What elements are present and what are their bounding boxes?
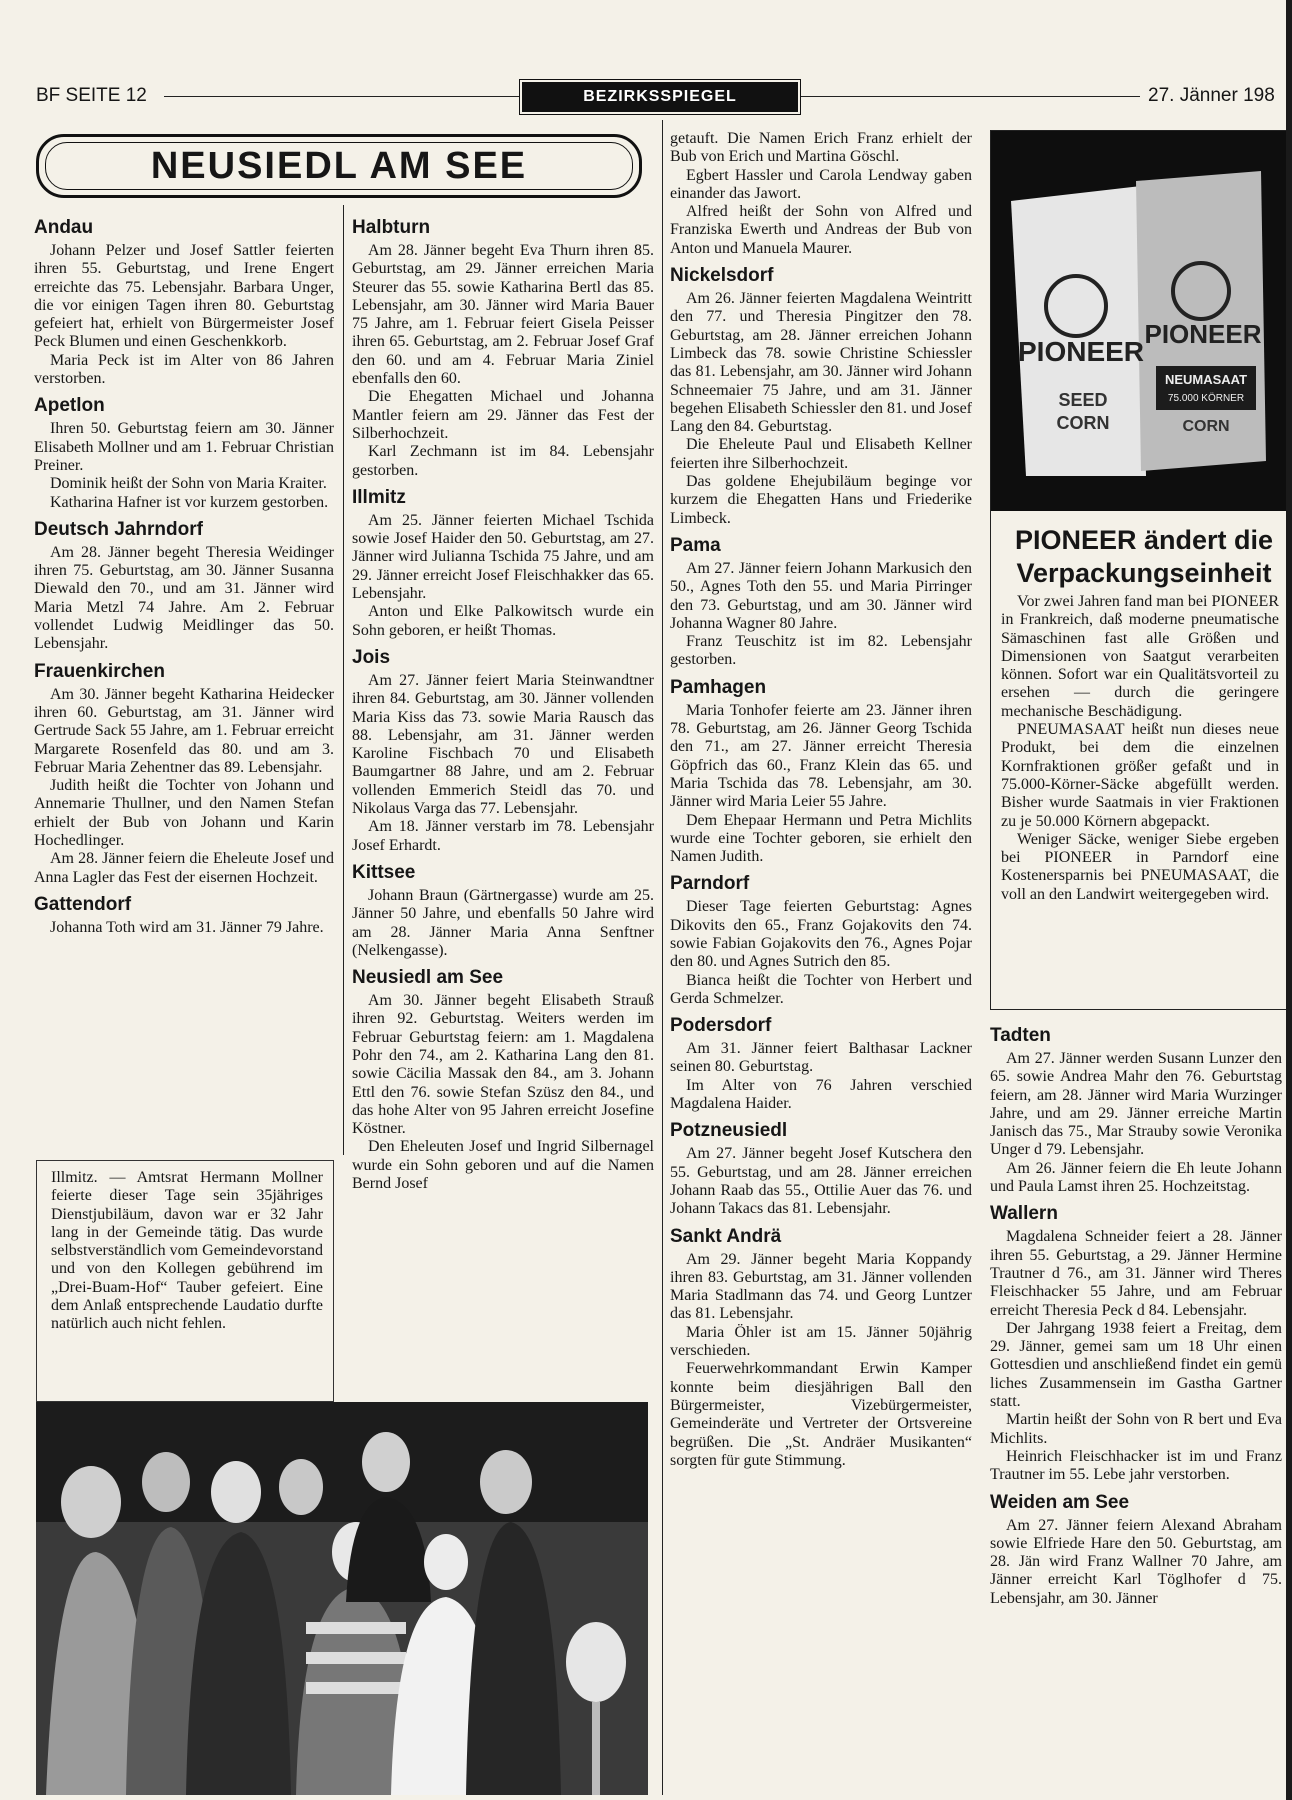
page-label: BF SEITE 12 — [36, 84, 153, 108]
illmitz-notice-box — [36, 1160, 334, 1402]
column-3 — [670, 130, 972, 1470]
bag1-brand: PIONEER — [1017, 336, 1145, 367]
article-paragraph: Am 31. Jänner feiert Balthasar Lackner seinen 80. Geburtstag. — [670, 1040, 972, 1076]
article-paragraph: Die Eheleute Paul und Elisabeth Kellner feierten ihre Silberhochzeit. — [670, 436, 972, 472]
header-rule-right — [796, 96, 1152, 97]
section-heading-pama: Pama — [670, 534, 721, 556]
article-paragraph: Martin heißt der Sohn von R bert und Eva Michlits. — [990, 1411, 1282, 1447]
article-paragraph: Dem Ehepaar Hermann und Petra Michlits wurde eine Tochter geboren, sie erhielt den Namen Judith. — [670, 811, 972, 866]
page-edge-shadow — [1286, 0, 1292, 1800]
notice-text: Illmitz. — Amtsrat Hermann Mollner feierte dieser Tage sein 35jähriges Dienstjubiläum, davon war er 32 Jahr lang in der Gemeinde tätig. Das wurde selbstverständlich vom Gemeindevorstand und von den Kollegen gebührend im „Drei-Buam-Hof“ Tauber gefeiert. Eine dem Anlaß entsprechende Laudatio durfte natürlich auch nicht fehlen. — [51, 1169, 323, 1333]
article-paragraph: Am 28. Jänner begeht Theresia Weidinger ihren 75. Geburtstag, am 30. Jänner Susanna Diewald den 70., und am 31. Jänner wird Maria Metzl 74 Jahre. Am 2. Februar vollendet Ludwig Meidlinger das 50. Lebensjahr. — [34, 543, 334, 653]
article-paragraph: Bianca heißt die Tochter von Herbert und Gerda Schmelzer. — [670, 971, 972, 1007]
seed-bags-illustration — [991, 131, 1287, 511]
article-paragraph: Dominik heißt der Sohn von Maria Kraiter. — [50, 475, 327, 493]
column-rule — [343, 205, 344, 1155]
column-2 — [352, 210, 654, 1193]
article-paragraph: Ihren 50. Geburtstag feiern am 30. Jänner Elisabeth Mollner und am 1. Februar Christian Preiner. — [34, 420, 334, 474]
article-paragraph: Judith heißt die Tochter von Johann und Annemarie Thullner, und den Namen Stefan erhielt der Bub von Johann und Karin Hochedlinger. — [34, 777, 334, 850]
article-paragraph: Am 28. Jänner begeht Eva Thurn ihren 85. Geburtstag, am 29. Jänner erreichen Maria Steurer das 55. sowie Katharina Bertl das 85. Lebensjahr, am 30. Jänner wird Maria Bauer 75 Jahre, am 1. Februar feiert Gisela Peisser ihren 65. Geburtstag, am 2. Februar Josef Graf den 60. und am 4. Februar Maria Ziniel ebenfalls den 60. — [352, 242, 654, 388]
ad-paragraph: Vor zwei Jahren fand man bei PIONEER in Frankreich, daß moderne pneumatische Sämaschinen fast alle Größen und Dimensionen von Saatgut verarbeiten können. Sofort war ein Qualitätsvorteil zu ersehen — durch die geringere mechanische Beschädigung. — [1001, 593, 1279, 720]
section-heading-pamhagen: Pamhagen — [670, 676, 767, 698]
bag1-line1: SEED — [1058, 390, 1108, 410]
article-paragraph: Karl Zechmann ist im 84. Lebensjahr gestorben. — [352, 443, 654, 479]
article-paragraph: Den Eheleuten Josef und Ingrid Silbernagel wurde ein Sohn geboren und auf die Namen Bernd Josef — [352, 1138, 654, 1193]
group-photo-figures — [36, 1402, 648, 1795]
group-photo — [36, 1402, 648, 1795]
region-title: NEUSIEDL AM SEE — [45, 142, 633, 190]
section-heading-nickelsdorf: Nickelsdorf — [670, 265, 774, 287]
section-heading-parndorf: Parndorf — [670, 873, 750, 895]
article-paragraph: Die Ehegatten Michael und Johanna Mantler feiern am 29. Jänner das Fest der Silberhochzeit. — [352, 388, 654, 442]
article-paragraph: Am 27. Jänner begeht Josef Kutschera den 55. Geburtstag, und am 28. Jänner erreichen Johann Raab das 55., Ottilie Auer das 76. und Johann Takacs das 81. Lebensjahr. — [670, 1145, 972, 1218]
article-paragraph: Am 29. Jänner begeht Maria Koppandy ihren 83. Geburtstag, am 31. Jänner vollenden Maria Stadlmann das 74. und Georg Luntzer das 81. Lebensjahr. — [670, 1250, 972, 1323]
column-4 — [990, 1018, 1282, 1608]
article-paragraph: Am 28. Jänner feiern die Eheleute Josef und Anna Lagler das Fest der eisernen Hochzeit. — [34, 850, 334, 886]
seed-bags-photo — [991, 131, 1287, 511]
article-paragraph: Am 30. Jänner begeht Elisabeth Strauß ihren 92. Geburtstag. Weiters werden im Februar Geburtstag feiern: am 1. Magdalena Pohr den 74., am 2. Katharina Lang den 81. sowie Cäcilia Massak den 84., am 3. Johann Ettl den 76. sowie Stefan Szüsz den 84., und das hohe Alter von 95 Jahren erreicht Josefine Köstner. — [352, 992, 654, 1138]
bag1-line2: CORN — [1056, 413, 1110, 433]
article-paragraph: Im Alter von 76 Jahren verschied Magdalena Haider. — [670, 1076, 972, 1113]
article-paragraph: Der Jahrgang 1938 feiert a Freitag, dem 29. Jänner, gemei sam um 18 Uhr einen Gottesdien und anschließend findet ein gemü liches Zusammensein im Gastha Gartner statt. — [990, 1319, 1282, 1411]
article-paragraph: Egbert Hassler und Carola Lendway gaben einander das Jawort. — [670, 166, 972, 202]
column-1 — [34, 210, 334, 937]
page-header — [36, 84, 1286, 110]
section-heading-frauenkirchen: Frauenkirchen — [34, 660, 165, 682]
article-paragraph: Heinrich Fleischhacker ist im und Franz Trautner im 55. Lebe jahr verstorben. — [990, 1447, 1282, 1484]
section-heading-illmitz: Illmitz — [352, 486, 406, 508]
article-paragraph: Anton und Elke Palkowitsch wurde ein Sohn geboren, er heißt Thomas. — [352, 603, 654, 639]
section-heading-kittsee: Kittsee — [352, 861, 416, 883]
section-heading-wallern: Wallern — [990, 1203, 1058, 1225]
section-heading-tadten: Tadten — [990, 1025, 1051, 1046]
section-heading-andau: Andau — [34, 217, 94, 238]
article-paragraph: Am 27. Jänner feiern Alexand Abraham sowie Elfriede Hare den 50. Geburtstag, am 28. Jän wird Franz Wallner 70 Jahre, am Jänner erreicht Karl Töglhofer d 75. Lebensjahr, am 30. Jänner — [990, 1516, 1282, 1607]
article-paragraph: Am 26. Jänner feiern die Eh leute Johann und Paula Lamst ihren 25. Hochzeitstag. — [990, 1159, 1282, 1196]
ad-paragraph: PNEUMASAAT heißt nun dieses neue Produkt, bei dem die einzelnen Kornfraktionen größer gefaßt und in 75.000-Körner-Säcke abgefüllt werden. Bisher wurde Saatmais in vier Fraktionen zu je 50.000 Körnern abgepackt. — [1001, 721, 1279, 830]
section-heading-deutsch-jahrndorf: Deutsch Jahrndorf — [34, 518, 203, 540]
section-heading-potzneusiedl: Potzneusiedl — [670, 1120, 788, 1142]
article-paragraph: Am 26. Jänner feierten Magdalena Weintritt den 77. und Theresia Pingitzer den 78. Geburtstag, am 28. Jänner erreichen Johann Limbeck das 78. sowie Christine Schiessler das 81. Lebensjahr, am 30. Jänner wird Johann Schneemaier 75 Jahre, und am 31. Jänner begehen Elisabeth Schiessler den 81. und Josef Lang den 84. Geburtstag. — [670, 290, 972, 436]
article-paragraph: Franz Teuschitz ist im 82. Lebensjahr gestorben. — [670, 633, 972, 669]
issue-date: 27. Jänner 198 — [1140, 84, 1275, 108]
bag2-line2: 75.000 KÖRNER — [1167, 393, 1245, 404]
article-paragraph: Das goldene Ehejubiläum beginge vor kurzem die Ehegatten Hans und Friederike Limbeck. — [670, 473, 972, 527]
header-rule-left — [164, 96, 524, 97]
pioneer-advertisement — [990, 130, 1287, 1010]
article-paragraph: Dieser Tage feierten Geburtstag: Agnes Dikovits den 65., Franz Gojakovits den 74. sowie Fabian Gojakovits den 76., Agnes Pojar den 80. und Agnes Sutrich den 85. — [670, 898, 972, 971]
article-paragraph: Maria Tonhofer feierte am 23. Jänner ihren 78. Geburtstag, am 26. Jänner Georg Tschida den 71., am 27. Jänner erreicht Theresia Göpfrich das 60., Franz Klein das 65. und Maria Tschida das 78. Lebensjahr, am 30. Jänner wird Maria Leier 55 Jahre. — [670, 701, 972, 811]
article-paragraph: Katharina Hafner ist vor kurzem gestorben. — [50, 493, 329, 511]
section-heading-apetlon: Apetlon — [34, 395, 105, 417]
region-title-box — [36, 134, 642, 198]
article-paragraph: Magdalena Schneider feiert a 28. Jänner ihren 55. Geburtstag, a 29. Jänner Hermine Trautner d 76., am 31. Jänner wird Theres Fleischhacker 55 Jahre, und am Februar erreicht Theresia Peck d 84. Lebensjahr. — [990, 1228, 1282, 1319]
article-paragraph: Feuerwehrkommandant Erwin Kamper konnte beim diesjährigen Ball den Bürgermeister, Vizebürgermeister, Gemeinderäte und Vertreter der Ortsvereine begrüßen. Die „St. Andräer Musikanten“ sorgten für gute Stimmung. — [670, 1360, 972, 1469]
bag2-line3: CORN — [1182, 418, 1230, 435]
section-heading-sankt-andra: Sankt Andrä — [670, 1225, 782, 1247]
column-rule — [662, 120, 663, 1795]
ad-paragraph: Weniger Säcke, weniger Siebe ergeben bei PIONEER in Parndorf eine Kostenersparnis bei PNEUMASAAT, die voll an den Landwirt weitergegeben wird. — [1001, 830, 1279, 903]
article-paragraph: Johann Pelzer und Josef Sattler feierten ihren 55. Geburtstag, und Irene Engert erreichte das 75. Lebensjahr. Barbara Unger, die vor einigen Tagen ihren 80. Geburtstag gefeiert hat, erhielt von Bürgermeister Josef Peck Blumen und einen Geschenkkorb. — [34, 242, 334, 351]
section-heading-gattendorf: Gattendorf — [34, 893, 132, 915]
article-paragraph: Am 27. Jänner feiern Johann Markusich den 50., Agnes Toth den 55. und Maria Pirringer den 73. Geburtstag, und am 30. Jänner wird Johanna Wagner 80 Jahre. — [670, 559, 972, 632]
section-heading-neusiedl-am-see: Neusiedl am See — [352, 967, 504, 989]
article-paragraph: Maria Öhler ist am 15. Jänner 50jährig verschieden. — [670, 1323, 972, 1360]
section-heading-halbturn: Halbturn — [352, 217, 431, 238]
article-paragraph: Am 25. Jänner feierten Michael Tschida sowie Josef Haider den 50. Geburtstag, am 27. Jänner wird Julianna Tschida 75 Jahre, und am 29. Jänner erreicht Josef Fleischhakker das 65. Lebensjahr. — [352, 511, 654, 603]
ad-body — [1001, 593, 1279, 904]
article-paragraph: Maria Peck ist im Alter von 86 Jahren verstorben. — [34, 351, 334, 388]
bag2-line1: NEUMASAAT — [1164, 372, 1248, 387]
article-paragraph: Am 27. Jänner werden Susann Lunzer den 65. sowie Andrea Mahr den 76. Geburtstag feiern, am 28. Jänner wird Maria Wurzinger Jahre, und am 29. Jänner erreiche Martin Janisch das 75., Mar Strauby sowie Veronika Unger d 79. Lebensjahr. — [990, 1050, 1282, 1159]
article-paragraph: Am 27. Jänner feiert Maria Steinwandtner ihren 84. Geburtstag, am 30. Jänner vollenden Maria Kiss das 73. sowie Maria Rausch das 88. Lebensjahr, am 31. Jänner werden Karoline Fischbach 70 und Elisabeth Baumgartner 88 Jahre, und am 2. Februar vollenden Emmerich Steidl das 70. und Nikolaus Varga das 77. Lebensjahr. — [352, 671, 654, 818]
article-paragraph: getauft. Die Namen Erich Franz erhielt der Bub von Erich und Martina Göschl. — [670, 130, 972, 166]
article-paragraph: Johanna Toth wird am 31. Jänner 79 Jahre. — [50, 918, 324, 936]
section-heading-podersdorf: Podersdorf — [670, 1015, 772, 1037]
article-paragraph: Am 18. Jänner verstarb im 78. Lebensjahr Josef Erhardt. — [352, 818, 654, 854]
section-heading-weiden-am-see: Weiden am See — [990, 1491, 1130, 1513]
article-paragraph: Johann Braun (Gärtnergasse) wurde am 25. Jänner 50 Jahre, und ebenfalls 50 Jahre wird am 28. Jänner Maria Anna Senftner (Nelkengasse). — [352, 886, 654, 959]
article-paragraph: Am 30. Jänner begeht Katharina Heidecker ihren 60. Geburtstag, am 31. Jänner wird Gertrude Sack 55 Jahre, am 1. Februar erreicht Margarete Rosenfeld das 80. und am 3. Februar Maria Zehentner das 89. Lebensjahr. — [34, 685, 334, 776]
section-heading-jois: Jois — [352, 646, 391, 668]
bag2-brand: PIONEER — [1144, 319, 1262, 349]
article-paragraph: Alfred heißt der Sohn von Alfred und Franziska Ewerth und Andreas der Bub von Anton und Manuela Maurer. — [670, 203, 972, 257]
section-badge: BEZIRKSSPIEGEL — [522, 82, 798, 112]
ad-headline: PIONEER ändert die Verpackungseinheit — [1014, 525, 1274, 588]
